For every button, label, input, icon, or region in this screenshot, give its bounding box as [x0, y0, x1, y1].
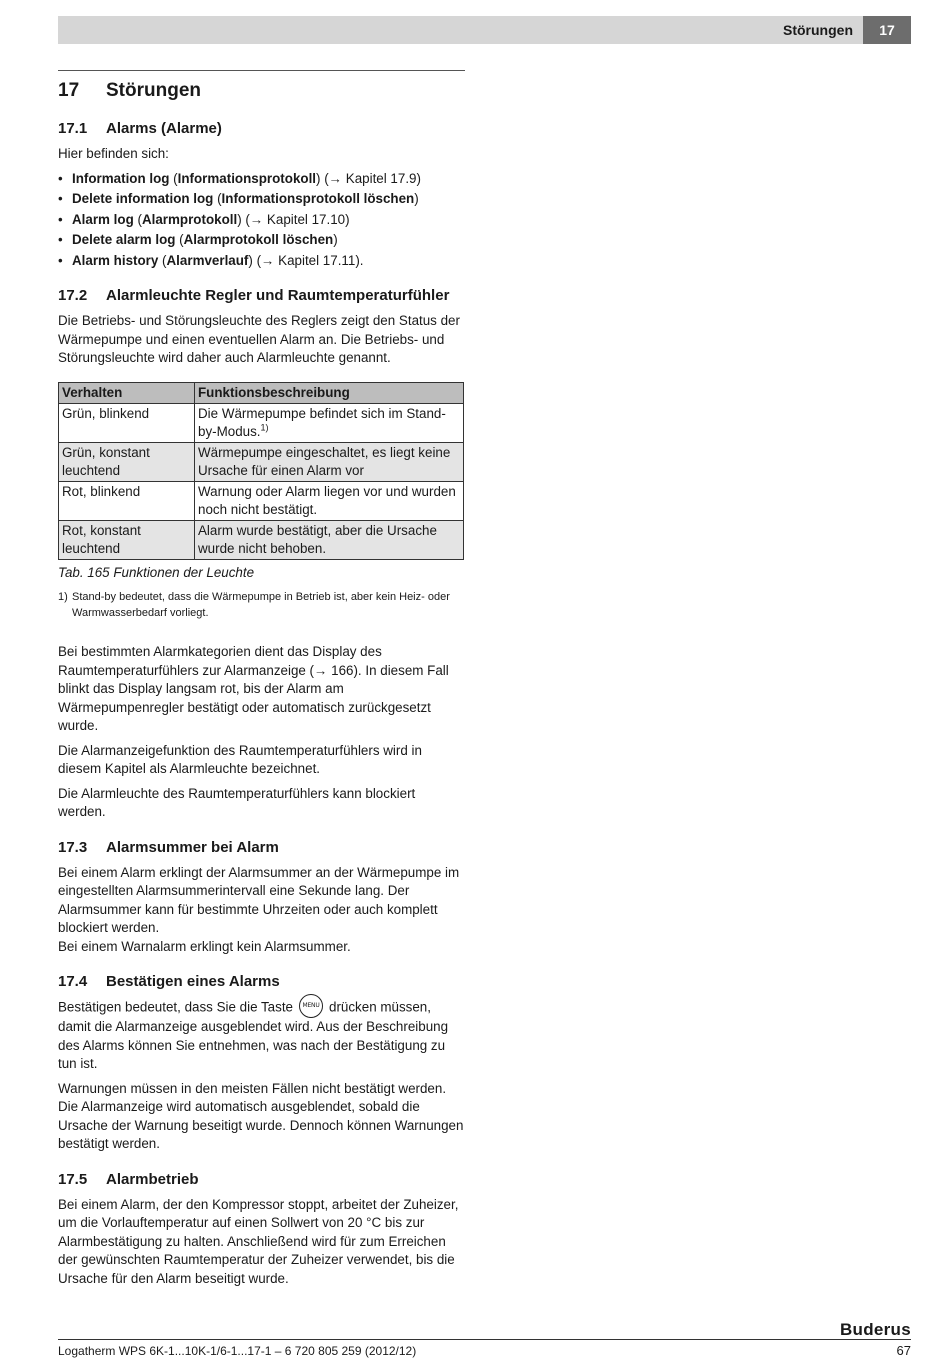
menu-item-en: Alarm log — [72, 211, 134, 227]
section-17-2-paragraph-2: Bei bestimmten Alarmkategorien dient das Display des Raumtemperaturfühlers zur Alarmanzeige (→ 166). In diesem Fall blinkt das Display langsam rot, bis der Alarm am Wärmepumpenregler bestätigt oder automatisch zurückgesetzt wurde. — [58, 644, 449, 733]
table-cell: Grün, konstant leuchtend — [59, 442, 195, 481]
footnote-mark: 1) — [58, 591, 68, 603]
chapter-number: 17 — [58, 80, 80, 101]
section-17-3-paragraph-1: Bei einem Alarm erklingt der Alarmsummer an der Wärmepumpe im eingestellten Alarmsummerintervall eine Sekunde lang. Der Alarmsummer kann für bestimmte Uhrzeiten oder auch komplett blockiert werden. — [58, 864, 460, 935]
footer-document-id: Logatherm WPS 6K-1...10K-1/6-1...17-1 – 6 720 805 259 (2012/12) — [58, 1344, 417, 1358]
menu-item-en: Information log — [72, 170, 170, 186]
section-17-4-paragraph-1 — [58, 998, 465, 1074]
menu-key-icon: MENU — [299, 994, 323, 1018]
reference-text: ) (→ Kapitel 17.10) — [237, 211, 350, 227]
menu-item-de: Informationsprotokoll löschen — [221, 191, 415, 206]
paragraph-text: drücken müssen, damit die Alarmanzeige ausgeblendet wird. Aus der Beschreibung des Alarms können Sie entnehmen, was nach der Bestätigung zu tun ist. — [58, 999, 449, 1071]
section-17-5-paragraph-1: Bei einem Alarm, der den Kompressor stoppt, arbeitet der Zuheizer, um die Vorlauftemperatur auf einen Sollwert von 20 °C bis zur Alarmbestätigung zu halten. Anschließend wird für zum Erreichen der gewünschten Raumtemperatur der Zuheizer verwendet, bis die Ursache für den Alarm beseitigt wurde. — [58, 1196, 459, 1286]
menu-item-en: Alarm history — [72, 252, 159, 268]
main-column — [58, 70, 465, 1294]
section-heading-17-4 — [58, 972, 465, 992]
table-row — [59, 442, 464, 481]
table-row — [59, 520, 464, 559]
header-bar — [58, 16, 863, 44]
reference-text: ) (→ Kapitel 17.11). — [248, 252, 364, 268]
table-footnote — [58, 590, 465, 621]
section-17-2-paragraph-3: Die Alarmanzeigefunktion des Raumtemperaturfühlers wird in diesem Kapitel als Alarmleuchte bezeichnet. — [58, 742, 422, 776]
buderus-logo: Buderus — [839, 1320, 911, 1339]
cell-text: Die Wärmepumpe befindet sich im Stand-by-Modus. — [198, 405, 446, 439]
section-title: Bestätigen eines Alarms — [106, 973, 280, 990]
table-cell: Rot, konstant leuchtend — [59, 520, 195, 559]
light-functions-table — [58, 382, 464, 560]
chapter-rule — [58, 70, 465, 71]
footnote-text: Warmwasserbedarf vorliegt. — [72, 606, 209, 619]
section-17-2-paragraph-1: Die Betriebs- und Störungsleuchte des Reglers zeigt den Status der Wärmepumpe und einen eventuellen Alarm an. Die Betriebs- und Störungsleuchte wird daher auch Alarmleuchte genannt. — [58, 313, 460, 365]
section-number: 17.2 — [58, 287, 88, 304]
menu-item-de: Alarmprotokoll löschen — [183, 232, 334, 247]
menu-item-de: Informationsprotokoll — [177, 170, 317, 186]
chapter-title: Störungen — [106, 80, 201, 101]
paragraph-text: Bestätigen bedeutet, dass Sie die Taste — [58, 999, 293, 1015]
list-item — [58, 231, 465, 250]
punct: ( — [133, 211, 142, 227]
reference-text: ) — [414, 191, 419, 206]
section-number: 17.4 — [58, 973, 88, 990]
page-number: 67 — [896, 1343, 911, 1358]
section-17-2-paragraph-4: Die Alarmleuchte des Raumtemperaturfühlers kann blockiert werden. — [58, 785, 416, 819]
header-chapter-number: 17 — [863, 16, 911, 44]
table-cell: Wärmepumpe eingeschaltet, es liegt keine Ursache für einen Alarm vor — [195, 442, 464, 481]
list-item — [58, 190, 465, 209]
table-cell: Alarm wurde bestätigt, aber die Ursache wurde nicht behoben. — [195, 520, 464, 559]
section-number: 17.3 — [58, 838, 88, 856]
list-item — [58, 252, 465, 271]
footnote-ref: 1) — [260, 422, 269, 433]
section-heading-17-3 — [58, 838, 465, 858]
section-title: Alarmleuchte Regler und Raumtemperaturfühler — [106, 287, 450, 304]
punct: ( — [158, 252, 167, 268]
table-cell: Grün, blinkend — [59, 403, 195, 442]
table-row — [59, 481, 464, 520]
table-cell: Rot, blinkend — [59, 481, 195, 520]
table-header-row — [59, 382, 464, 403]
section-number: 17.5 — [58, 1170, 88, 1188]
section-title: Alarmbetrieb — [106, 1170, 199, 1188]
table-caption: Tab. 165 Funktionen der Leuchte — [58, 564, 255, 580]
table-cell: Warnung oder Alarm liegen vor und wurden noch nicht bestätigt. — [195, 481, 464, 520]
alarms-menu-list — [58, 170, 465, 271]
footer-rule — [58, 1339, 911, 1340]
section-heading-17-5 — [58, 1170, 465, 1190]
chapter-heading — [58, 79, 465, 103]
table-row — [59, 403, 464, 442]
table-cell — [195, 403, 464, 442]
section-number: 17.1 — [58, 120, 88, 137]
menu-item-de: Alarmprotokoll — [141, 211, 238, 227]
section-17-4-paragraph-2: Warnungen müssen in den meisten Fällen nicht bestätigt werden. Die Alarmanzeige wird automatisch ausgeblendet, sobald die Ursache der Warnung beseitigt wurde. Dennoch können Warnungen bestätigt werden. — [58, 1080, 464, 1151]
table-header-cell: Funktionsbeschreibung — [195, 382, 464, 403]
menu-item-de: Alarmverlauf — [166, 252, 249, 268]
header-title: Störungen — [783, 22, 853, 38]
reference-text: ) (→ Kapitel 17.9) — [316, 170, 421, 186]
list-item — [58, 211, 465, 230]
section-title: Alarms (Alarme) — [106, 120, 222, 137]
punct: ( — [175, 232, 184, 247]
section-title: Alarmsummer bei Alarm — [106, 838, 279, 856]
table-header-cell: Verhalten — [59, 382, 195, 403]
list-item — [58, 170, 465, 189]
section-17-3-paragraph-2: Bei einem Warnalarm erklingt kein Alarmsummer. — [58, 938, 351, 954]
footnote-text: Stand-by bedeutet, dass die Wärmepumpe in Betrieb ist, aber kein Heiz- oder — [72, 591, 450, 603]
section-heading-17-2 — [58, 286, 465, 306]
section-17-1-intro: Hier befinden sich: — [58, 146, 169, 161]
section-heading-17-1 — [58, 119, 465, 139]
menu-item-en: Delete information log — [72, 191, 214, 206]
punct: ( — [169, 170, 178, 186]
menu-item-en: Delete alarm log — [72, 232, 176, 247]
punct: ( — [213, 191, 222, 206]
reference-text: ) — [333, 232, 338, 247]
